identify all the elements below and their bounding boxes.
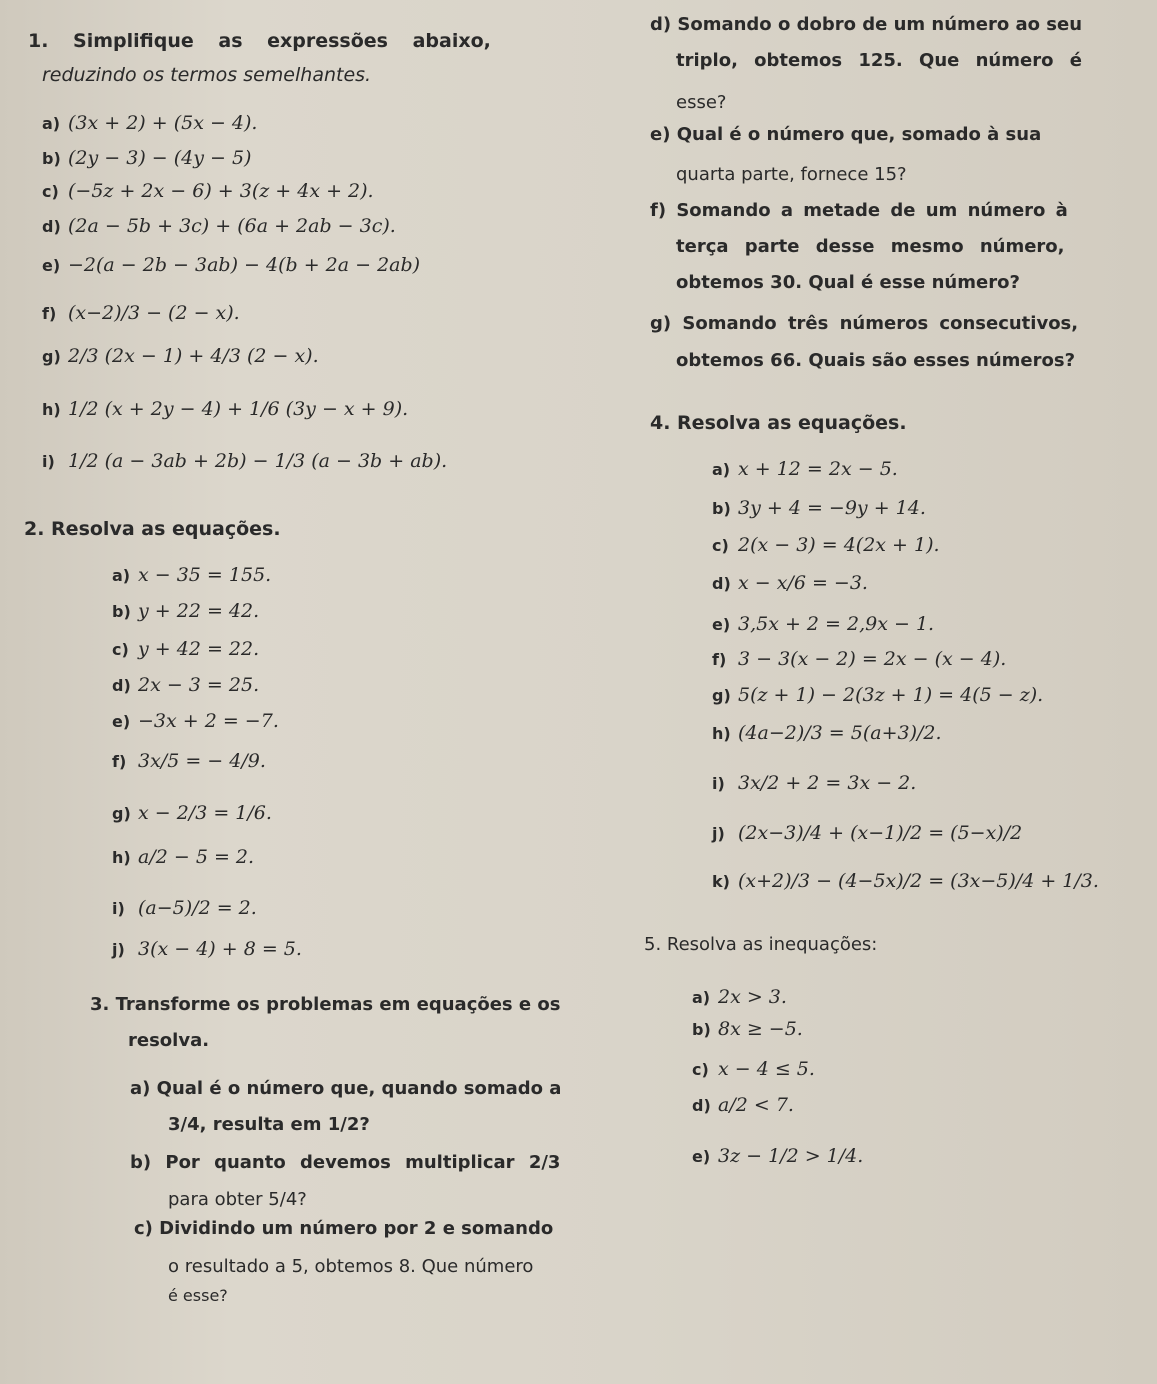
q4-item-c: c) 2(x − 3) = 4(2x + 1). bbox=[712, 534, 940, 556]
q3-f-line1: f) Somando a metade de um número à bbox=[650, 200, 1068, 221]
q5-title: 5. Resolva as inequações: bbox=[644, 934, 878, 955]
q3-e-line2: quarta parte, fornece 15? bbox=[676, 164, 907, 185]
q2-item-g: g) x − 2/3 = 1/6. bbox=[112, 802, 272, 824]
q4-item-i: i) 3x/2 + 2 = 3x − 2. bbox=[712, 772, 917, 794]
q3-f-line2: terça parte desse mesmo número, bbox=[676, 236, 1065, 257]
q1-item-b: b) (2y − 3) − (4y − 5) bbox=[42, 147, 252, 169]
q4-item-h: h) (4a−2)/3 = 5(a+3)/2. bbox=[712, 722, 942, 744]
q3-c-line2: o resultado a 5, obtemos 8. Que número bbox=[168, 1256, 534, 1277]
q5-item-c: c) x − 4 ≤ 5. bbox=[692, 1058, 815, 1080]
q1-item-a: a) (3x + 2) + (5x − 4). bbox=[42, 112, 258, 134]
q3-b-line2: para obter 5/4? bbox=[168, 1189, 307, 1210]
q3-title-line1: 3. Transforme os problemas em equações e os bbox=[90, 994, 561, 1015]
q2-item-e: e) −3x + 2 = −7. bbox=[112, 710, 279, 732]
q3-f-line3: obtemos 30. Qual é esse número? bbox=[676, 272, 1020, 293]
q4-item-j: j) (2x−3)/4 + (x−1)/2 = (5−x)/2 bbox=[712, 822, 1023, 844]
q2-item-b: b) y + 22 = 42. bbox=[112, 600, 260, 622]
q3-a-line2: 3/4, resulta em 1/2? bbox=[168, 1114, 370, 1135]
q5-item-b: b) 8x ≥ −5. bbox=[692, 1018, 803, 1040]
q1-item-e: e) −2(a − 2b − 3ab) − 4(b + 2a − 2ab) bbox=[42, 254, 421, 276]
q1-item-h: h) 1/2 (x + 2y − 4) + 1/6 (3y − x + 9). bbox=[42, 398, 409, 420]
q5-item-e: e) 3z − 1/2 > 1/4. bbox=[692, 1145, 864, 1167]
q4-item-b: b) 3y + 4 = −9y + 14. bbox=[712, 497, 926, 519]
q3-g-line2: obtemos 66. Quais são esses números? bbox=[676, 350, 1076, 371]
q1-item-c: c) (−5z + 2x − 6) + 3(z + 4x + 2). bbox=[42, 180, 374, 202]
q3-title-line2: resolva. bbox=[128, 1030, 210, 1051]
q1-title-line2: reduzindo os termos semelhantes. bbox=[42, 64, 372, 86]
q3-a-line1: a) Qual é o número que, quando somado a bbox=[130, 1078, 562, 1099]
q4-item-e: e) 3,5x + 2 = 2,9x − 1. bbox=[712, 613, 935, 635]
q5-item-a: a) 2x > 3. bbox=[692, 986, 787, 1008]
q3-c-line3: é esse? bbox=[168, 1286, 228, 1305]
q2-item-c: c) y + 42 = 22. bbox=[112, 638, 260, 660]
q5-item-d: d) a/2 < 7. bbox=[692, 1094, 794, 1116]
q2-item-a: a) x − 35 = 155. bbox=[112, 564, 272, 586]
q3-e-line1: e) Qual é o número que, somado à sua bbox=[650, 124, 1042, 145]
q4-title: 4. Resolva as equações. bbox=[650, 412, 907, 434]
q1-item-d: d) (2a − 5b + 3c) + (6a + 2ab − 3c). bbox=[42, 215, 396, 237]
q2-item-d: d) 2x − 3 = 25. bbox=[112, 674, 260, 696]
q4-item-a: a) x + 12 = 2x − 5. bbox=[712, 458, 898, 480]
q1-item-g: g) 2/3 (2x − 1) + 4/3 (2 − x). bbox=[42, 345, 319, 367]
q4-item-k: k) (x+2)/3 − (4−5x)/2 = (3x−5)/4 + 1/3. bbox=[712, 870, 1099, 892]
q4-item-f: f) 3 − 3(x − 2) = 2x − (x − 4). bbox=[712, 648, 1007, 670]
q2-item-f: f) 3x/5 = − 4/9. bbox=[112, 750, 266, 772]
q3-g-line1: g) Somando três números consecutivos, bbox=[650, 313, 1079, 334]
q1-item-i: i) 1/2 (a − 3ab + 2b) − 1/3 (a − 3b + ab). bbox=[42, 450, 448, 472]
q3-c-line1: c) Dividindo um número por 2 e somando bbox=[134, 1218, 554, 1239]
q1-title-line1: 1. Simplifique as expressões abaixo, bbox=[28, 30, 491, 52]
q3-d-line3: esse? bbox=[676, 92, 727, 113]
q2-item-i: i) (a−5)/2 = 2. bbox=[112, 897, 257, 919]
q2-title: 2. Resolva as equações. bbox=[24, 518, 281, 540]
q2-item-h: h) a/2 − 5 = 2. bbox=[112, 846, 255, 868]
q4-item-d: d) x − x/6 = −3. bbox=[712, 572, 868, 594]
q3-d-line2: triplo, obtemos 125. Que número é bbox=[676, 50, 1082, 71]
q2-item-j: j) 3(x − 4) + 8 = 5. bbox=[112, 938, 302, 960]
q4-item-g: g) 5(z + 1) − 2(3z + 1) = 4(5 − z). bbox=[712, 684, 1044, 706]
q3-d-line1: d) Somando o dobro de um número ao seu bbox=[650, 14, 1083, 35]
q3-b-line1: b) Por quanto devemos multiplicar 2/3 bbox=[130, 1152, 561, 1173]
q1-item-f: f) (x−2)/3 − (2 − x). bbox=[42, 302, 240, 324]
